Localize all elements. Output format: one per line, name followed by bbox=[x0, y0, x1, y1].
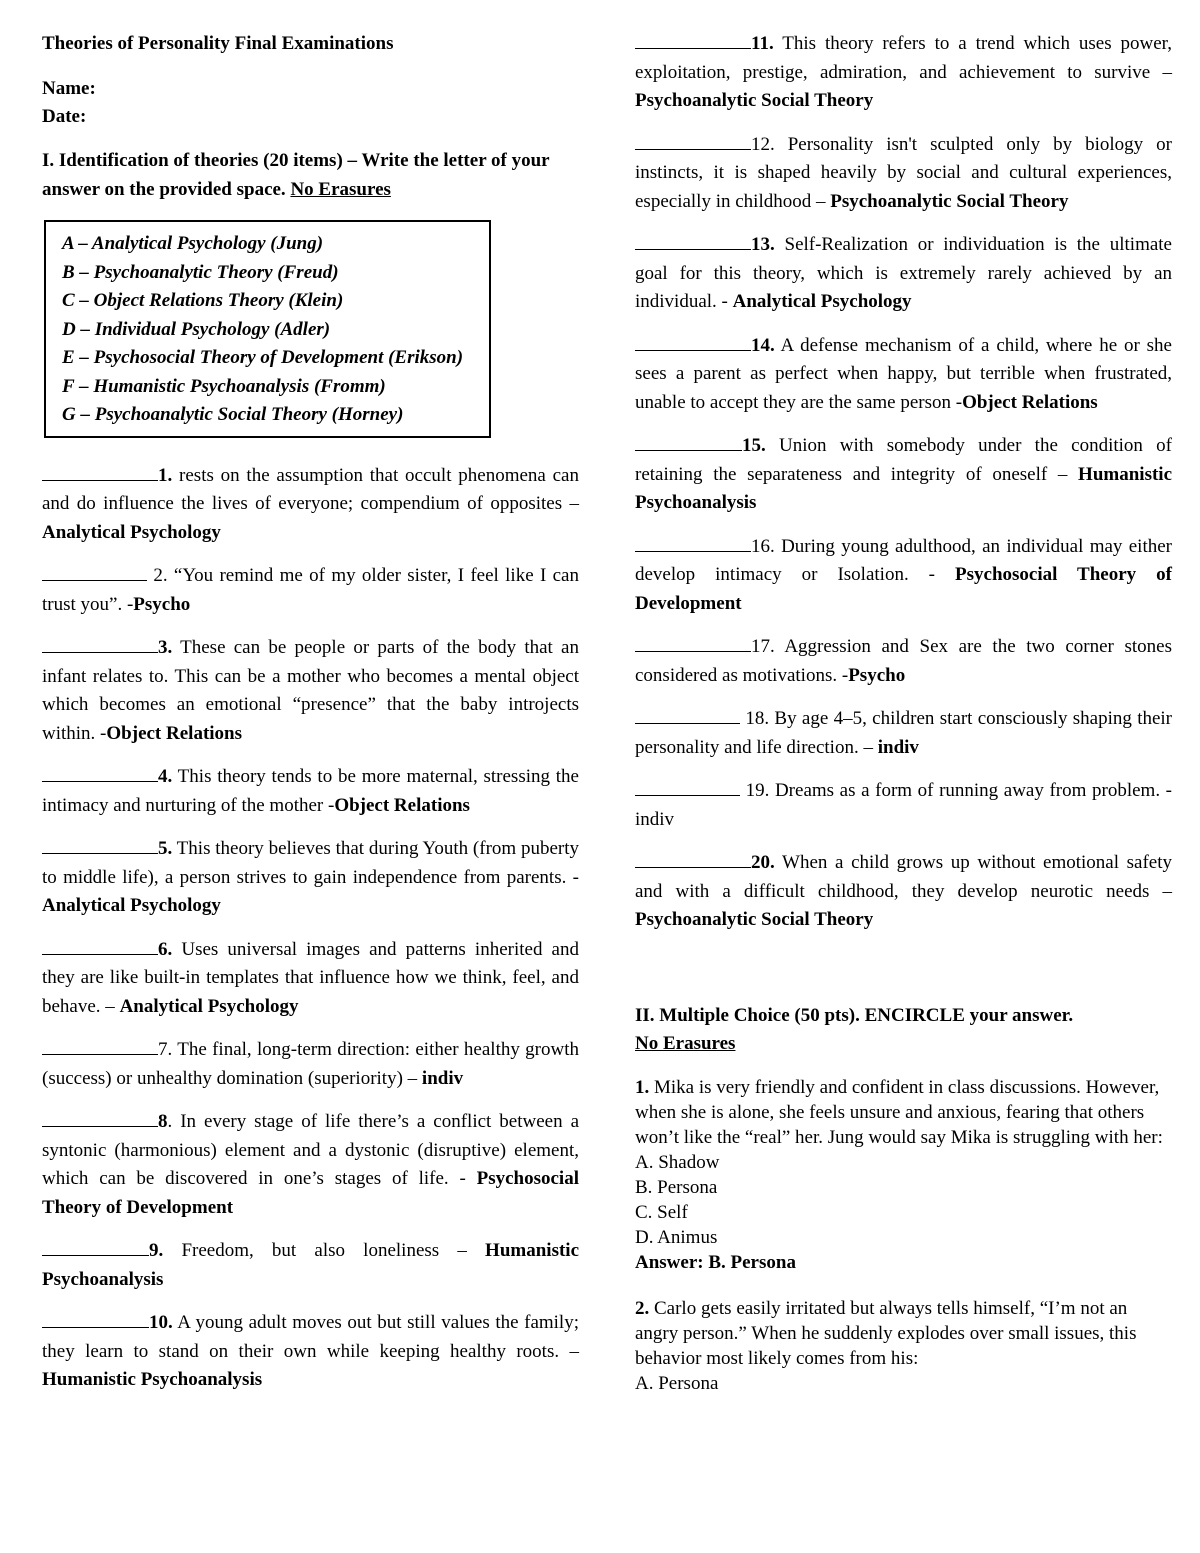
item-answer: Psychoanalytic Social Theory bbox=[830, 190, 1069, 212]
item-text: Union with somebody under the condition of retaining the separateness and integrity of oneself – bbox=[635, 435, 1172, 485]
identification-item bbox=[42, 1108, 579, 1222]
item-number: 10. bbox=[149, 1312, 173, 1333]
item-number: 15. bbox=[742, 435, 766, 456]
identification-item bbox=[635, 533, 1172, 619]
item-answer: Humanistic Psychoanalysis bbox=[635, 463, 1172, 513]
item-answer: Analytical Psychology bbox=[732, 291, 912, 312]
choice-option[interactable]: A. Persona bbox=[635, 1372, 719, 1394]
item-answer: Psycho bbox=[133, 593, 191, 615]
item-number: 8 bbox=[158, 1111, 168, 1132]
identification-item bbox=[635, 849, 1172, 935]
identification-item bbox=[635, 633, 1172, 690]
identification-item bbox=[635, 777, 1172, 834]
answer-blank[interactable] bbox=[635, 533, 751, 552]
right-column bbox=[635, 30, 1172, 1417]
item-text: During young adulthood, an individual may either develop intimacy or Isolation. - bbox=[635, 535, 1172, 585]
multiple-choice-question bbox=[635, 1296, 1172, 1396]
item-answer: Psychosocial Theory of Development bbox=[635, 564, 1172, 614]
answer-blank[interactable] bbox=[42, 936, 158, 955]
item-number: 3. bbox=[158, 637, 173, 658]
item-text: Dreams as a form of running away from problem. - indiv bbox=[635, 780, 1172, 830]
item-text: This theory tends to be more maternal, stressing the intimacy and nurturing of the mother - bbox=[42, 766, 579, 816]
question-answer: Answer: B. Persona bbox=[635, 1251, 796, 1273]
answer-blank[interactable] bbox=[635, 705, 740, 724]
identification-item bbox=[635, 705, 1172, 762]
identification-item bbox=[635, 332, 1172, 418]
item-number: 11. bbox=[751, 33, 774, 54]
item-number: 19. bbox=[740, 780, 770, 801]
legend-item: D – Individual Psychology (Adler) bbox=[62, 318, 331, 340]
item-text: “You remind me of my older sister, I feel like I can trust you”. - bbox=[42, 565, 579, 615]
item-text: This theory refers to a trend which uses power, exploitation, prestige, admiration, and achievement to survive – bbox=[635, 33, 1172, 83]
answer-blank[interactable] bbox=[42, 634, 158, 653]
answer-blank[interactable] bbox=[42, 1036, 158, 1055]
answer-blank[interactable] bbox=[42, 1309, 149, 1328]
item-answer: Psycho bbox=[848, 664, 906, 686]
legend-item: C – Object Relations Theory (Klein) bbox=[62, 290, 344, 311]
choice-option[interactable]: B. Persona bbox=[635, 1176, 718, 1198]
item-number: 13. bbox=[751, 234, 775, 255]
item-answer: Object Relations bbox=[106, 722, 243, 744]
multiple-choice-question bbox=[635, 1075, 1172, 1275]
item-text: Aggression and Sex are the two corner stones considered as motivations. - bbox=[635, 636, 1172, 686]
item-number: 9. bbox=[149, 1240, 164, 1261]
answer-blank[interactable] bbox=[635, 131, 751, 150]
section1-heading-text: I. Identification of theories (20 items) – Write the letter of your answer on the provided space. bbox=[42, 150, 550, 200]
identification-item bbox=[635, 231, 1172, 317]
item-text: A defense mechanism of a child, where he or she sees a parent as perfect when happy, but terrible when frustrated, unable to accept they are the same person - bbox=[635, 334, 1172, 413]
answer-key-legend bbox=[44, 220, 491, 438]
item-number: 12. bbox=[751, 133, 775, 155]
item-answer: Object Relations bbox=[962, 391, 1098, 413]
name-label: Name: bbox=[42, 78, 96, 99]
item-answer: Humanistic Psychoanalysis bbox=[42, 1240, 579, 1290]
question-text: Mika is very friendly and confident in class discussions. However, when she is alone, she feels unsure and anxious, fearing that others won’t like the “real” her. Jung would say Mika is struggling with her: bbox=[635, 1076, 1163, 1148]
item-number: 18. bbox=[740, 708, 770, 729]
left-column bbox=[42, 30, 579, 1410]
item-text: Personality isn't sculpted only by biology or instincts, it is shaped heavily by social and cultural experiences, especially in childhood – bbox=[635, 133, 1172, 212]
section1-heading bbox=[42, 147, 579, 204]
item-text: These can be people or parts of the body that an infant relates to. This can be a mother who becomes a mental object which becomes an emotional “presence” that the baby introjects within. - bbox=[42, 637, 579, 744]
spacer bbox=[635, 950, 1172, 1002]
answer-blank[interactable] bbox=[635, 231, 751, 250]
identification-item bbox=[42, 835, 579, 921]
answer-blank[interactable] bbox=[635, 432, 742, 451]
identification-item bbox=[42, 1237, 579, 1294]
identification-item bbox=[635, 30, 1172, 116]
item-answer: indiv bbox=[421, 1067, 464, 1089]
answer-blank[interactable] bbox=[635, 849, 751, 868]
item-text: rests on the assumption that occult phenomena can and do influence the lives of everyone; compendium of opposites – bbox=[42, 464, 579, 514]
item-text: When a child grows up without emotional safety and with a difficult childhood, they develop neurotic needs – bbox=[635, 852, 1172, 902]
choice-option[interactable]: C. Self bbox=[635, 1201, 688, 1223]
identification-item bbox=[42, 562, 579, 619]
date-label: Date: bbox=[42, 106, 87, 127]
answer-blank[interactable] bbox=[42, 835, 158, 854]
answer-blank[interactable] bbox=[635, 777, 740, 796]
answer-blank[interactable] bbox=[635, 332, 751, 351]
legend-item: G – Psychoanalytic Social Theory (Horney) bbox=[62, 404, 404, 425]
item-number: 4. bbox=[158, 766, 173, 787]
item-answer: Analytical Psychology bbox=[119, 995, 299, 1017]
legend-item: B – Psychoanalytic Theory (Freud) bbox=[62, 261, 339, 283]
choice-option[interactable]: D. Animus bbox=[635, 1226, 718, 1248]
exam-title: Theories of Personality Final Examinations bbox=[42, 33, 394, 54]
section1-no-erasures: No Erasures bbox=[290, 178, 391, 200]
choice-option[interactable]: A. Shadow bbox=[635, 1151, 720, 1173]
answer-blank[interactable] bbox=[42, 1237, 149, 1256]
item-answer: Humanistic Psychoanalysis bbox=[42, 1369, 263, 1390]
identification-item bbox=[42, 936, 579, 1022]
legend-item: A – Analytical Psychology (Jung) bbox=[62, 233, 324, 254]
item-text: This theory believes that during Youth (from puberty to middle life), a person strives to gain independence from parents. - bbox=[42, 838, 579, 888]
item-number: 6. bbox=[158, 938, 173, 960]
answer-blank[interactable] bbox=[42, 562, 147, 581]
answer-blank[interactable] bbox=[635, 633, 751, 652]
item-text: Freedom, but also loneliness – bbox=[163, 1240, 486, 1261]
item-number: 5. bbox=[158, 838, 173, 859]
item-text: Uses universal images and patterns inherited and they are like built-in templates that influence how we think, feel, and behave. – bbox=[42, 938, 579, 1017]
identification-item bbox=[42, 634, 579, 748]
meta-block bbox=[42, 75, 579, 131]
section2-heading-text: II. Multiple Choice (50 pts). ENCIRCLE your answer. bbox=[635, 1004, 1074, 1026]
item-number: 16. bbox=[751, 535, 775, 557]
identification-item bbox=[42, 1309, 579, 1395]
answer-blank[interactable] bbox=[42, 763, 158, 782]
answer-blank[interactable] bbox=[42, 1108, 158, 1127]
item-text: A young adult moves out but still values the family; they learn to stand on their own while keeping healthy roots. – bbox=[42, 1312, 579, 1362]
section2-no-erasures: No Erasures bbox=[635, 1033, 736, 1054]
item-answer: Psychoanalytic Social Theory bbox=[635, 909, 874, 930]
question-number: 1. bbox=[635, 1076, 650, 1098]
identification-item bbox=[635, 432, 1172, 518]
item-answer: Analytical Psychology bbox=[42, 521, 221, 543]
item-text: By age 4–5, children start consciously shaping their personality and life direction. – bbox=[635, 708, 1173, 758]
item-number: 2. bbox=[147, 565, 168, 586]
identification-item bbox=[635, 131, 1172, 217]
item-number: 20. bbox=[751, 852, 775, 873]
legend-item: F – Humanistic Psychoanalysis (Fromm) bbox=[62, 375, 386, 397]
section2-heading bbox=[635, 1002, 1172, 1059]
legend-item: E – Psychosocial Theory of Development (Erikson) bbox=[62, 347, 464, 368]
item-answer: Object Relations bbox=[334, 794, 470, 816]
item-answer: indiv bbox=[877, 736, 919, 758]
question-text: Carlo gets easily irritated but always tells himself, “I’m not an angry person.” When he suddenly explodes over small issues, this behavior most likely comes from his: bbox=[635, 1297, 1137, 1369]
identification-item bbox=[42, 462, 579, 548]
item-text: Self-Realization or individuation is the ultimate goal for this theory, which is extremely rarely achieved by an individual. - bbox=[635, 234, 1172, 312]
item-number: 14. bbox=[751, 334, 775, 356]
item-number: 7. bbox=[158, 1039, 173, 1060]
answer-blank[interactable] bbox=[42, 462, 158, 481]
item-text: . In every stage of life there’s a conflict between a syntonic (harmonious) element and a dystonic (disruptive) element, which can be discovered in one’s stages of life. - bbox=[42, 1111, 579, 1189]
item-number: 1. bbox=[158, 464, 173, 486]
identification-item bbox=[42, 1036, 579, 1093]
item-answer: Analytical Psychology bbox=[42, 895, 221, 916]
question-number: 2. bbox=[635, 1297, 650, 1319]
item-answer: Psychosocial Theory of Development bbox=[42, 1168, 579, 1218]
answer-blank[interactable] bbox=[635, 30, 751, 49]
item-answer: Psychoanalytic Social Theory bbox=[635, 90, 874, 111]
item-text: The final, long-term direction: either healthy growth (success) or unhealthy domination (superiority) – bbox=[42, 1039, 579, 1089]
identification-item bbox=[42, 763, 579, 820]
item-number: 17. bbox=[751, 636, 775, 657]
